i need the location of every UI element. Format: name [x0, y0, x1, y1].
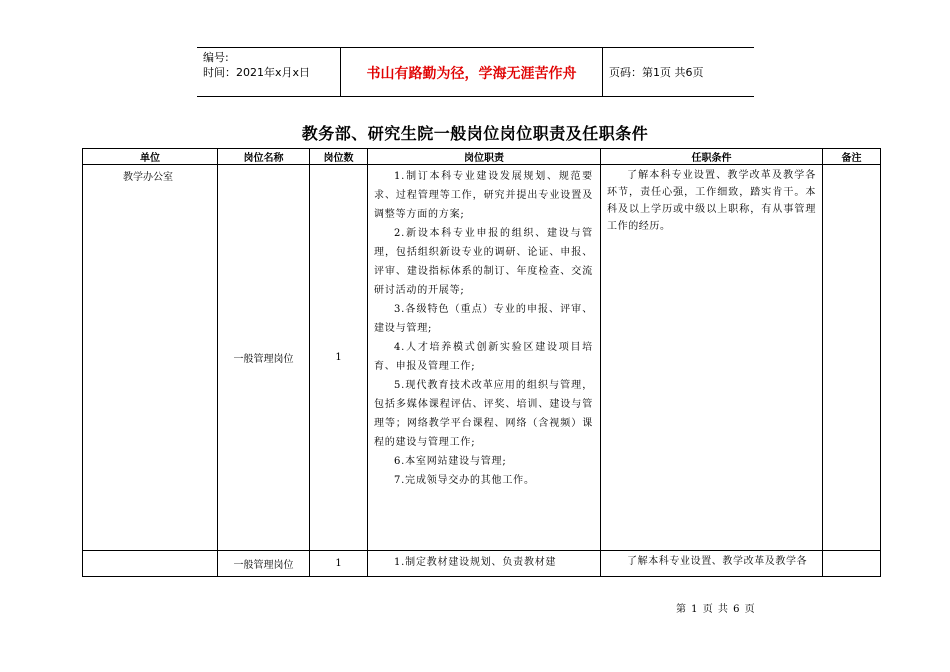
header-divider-right — [602, 48, 603, 96]
cell-position: 一般管理岗位 — [218, 165, 310, 551]
table-row — [83, 551, 881, 577]
cell-note — [823, 165, 881, 551]
cell-unit — [83, 551, 218, 577]
doc-code-label: 编号: — [203, 51, 229, 64]
duty-item: 4.人才培养模式创新实验区建设项目培育、申报及管理工作; — [374, 342, 593, 372]
cell-duties — [368, 165, 601, 551]
col-header-unit: 单位 — [83, 149, 218, 165]
duty-item: 3.各级特色（重点）专业的申报、评审、建设与管理; — [374, 304, 593, 334]
cell-requirements — [601, 551, 823, 577]
cell-note — [823, 551, 881, 577]
cell-count: 1 — [310, 165, 368, 551]
duty-item: 1.制订本科专业建设发展规划、规范要求、过程管理等工作，研究并提出专业设置及调整等方面的方案; — [374, 171, 593, 220]
col-header-count: 岗位数 — [310, 149, 368, 165]
col-header-note: 备注 — [823, 149, 881, 165]
header-motto: 书山有路勤为径，学海无涯苦作舟 — [366, 66, 577, 82]
cell-duties — [368, 551, 601, 577]
duty-item: 1.制定教材建设规划、负责教材建 — [394, 557, 557, 568]
duty-item: 7.完成领导交办的其他工作。 — [394, 475, 535, 486]
cell-position: 一般管理岗位 — [218, 551, 310, 577]
page-number-label: 页码：第1页 共6页 — [609, 66, 704, 79]
col-header-position: 岗位名称 — [218, 149, 310, 165]
footer-page-number: 第 1 页 共 6 页 — [676, 604, 755, 615]
col-header-duties: 岗位职责 — [368, 149, 601, 165]
header-top-rule — [197, 47, 754, 48]
duty-item: 2.新设本科专业申报的组织、建设与管理，包括组织新设专业的调研、论证、申报、评审、建设指标体系的制订、年度检查、交流研讨活动的开展等; — [374, 228, 593, 296]
duty-item: 6.本室网站建设与管理; — [394, 456, 507, 467]
table-row — [83, 165, 881, 551]
requirements-text: 了解本科专业设置、教学改革及教学各环节，责任心强，工作细致，踏实肯干。本科及以上学历或中级以上职称，有从事管理工作的经历。 — [607, 170, 816, 232]
doc-time-label: 时间：2021年x月x日 — [203, 66, 311, 79]
page-title: 教务部、研究生院一般岗位岗位职责及任职条件 — [301, 124, 649, 143]
col-header-requirements: 任职条件 — [601, 149, 823, 165]
cell-unit: 教学办公室 — [83, 165, 218, 551]
requirements-text: 了解本科专业设置、教学改革及教学各 — [627, 556, 808, 567]
cell-requirements — [601, 165, 823, 551]
duty-item: 5.现代教育技术改革应用的组织与管理，包括多媒体课程评估、评奖、培训、建设与管理等；网络教学平台课程、网络（含视频）课程的建设与管理工作; — [374, 380, 593, 448]
cell-count: 1 — [310, 551, 368, 577]
table-header-row — [83, 149, 881, 165]
header-bottom-rule — [197, 96, 754, 97]
positions-table — [82, 148, 881, 577]
